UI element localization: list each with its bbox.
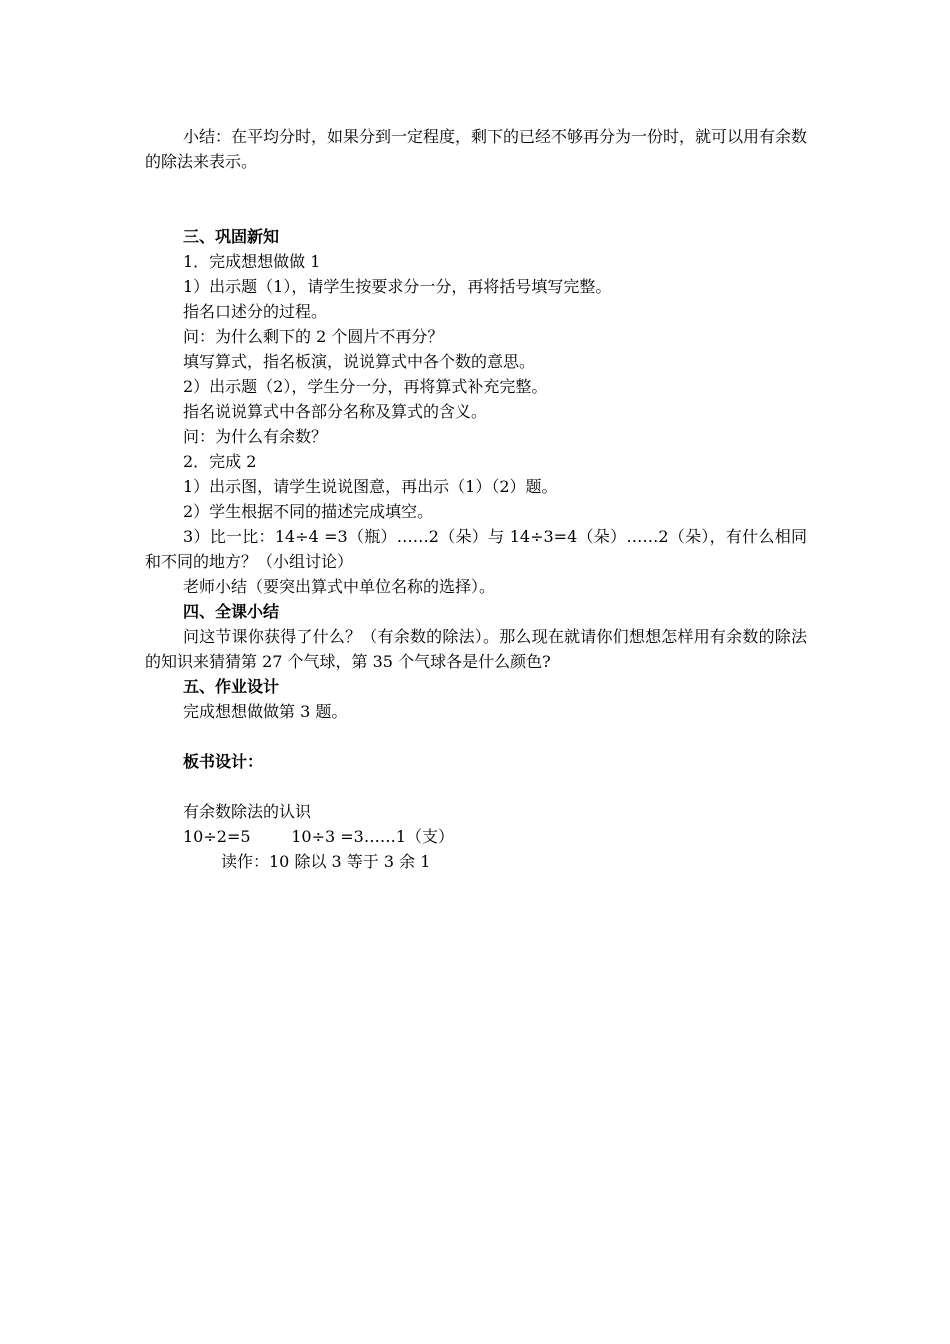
spacer xyxy=(145,724,807,749)
document-body xyxy=(145,124,807,874)
board-reading: 读作：10 除以 3 等于 3 余 1 xyxy=(221,852,431,871)
board-design-heading: 板书设计： xyxy=(183,752,264,771)
paragraph: 老师小结（要突出算式中单位名称的选择）。 xyxy=(183,577,496,596)
paragraph: 指名说说算式中各部分名称及算式的含义。 xyxy=(183,402,488,421)
spacer xyxy=(145,774,807,799)
paragraph: 2）学生根据不同的描述完成填空。 xyxy=(183,502,434,521)
section-heading-homework: 五、作业设计 xyxy=(183,677,280,696)
paragraph: 填写算式，指名板演，说说算式中各个数的意思。 xyxy=(183,352,536,371)
paragraph: 完成想想做做第 3 题。 xyxy=(183,702,348,721)
paragraph: 3）比一比：14÷4 =3（瓶）……2（朵）与 14÷3=4（朵）……2（朵），有什么相同和不同的地方？（小组讨论） xyxy=(145,527,807,571)
paragraph: 2．完成 2 xyxy=(183,452,257,471)
spacer xyxy=(145,199,807,224)
board-title: 有余数除法的认识 xyxy=(183,802,312,821)
section-heading-consolidate: 三、巩固新知 xyxy=(183,227,280,246)
section-heading-summary: 四、全课小结 xyxy=(183,602,280,621)
paragraph: 1）出示题（1），请学生按要求分一分，再将括号填写完整。 xyxy=(183,277,612,296)
spacer xyxy=(145,174,807,199)
paragraph: 2）出示题（2），学生分一分，再将算式补充完整。 xyxy=(183,377,548,396)
board-equation: 10÷2=5 10÷3 =3……1（支） xyxy=(183,827,455,846)
paragraph: 1）出示图，请学生说说图意，再出示（1）（2）题。 xyxy=(183,477,558,496)
paragraph: 问这节课你获得了什么？（有余数的除法）。那么现在就请你们想想怎样用有余数的除法的知识来猜猜第 27 个气球，第 35 个气球各是什么颜色? xyxy=(145,627,807,671)
summary-paragraph: 小结：在平均分时，如果分到一定程度，剩下的已经不够再分为一份时，就可以用有余数的除法来表示。 xyxy=(145,127,808,171)
paragraph: 1．完成想想做做 1 xyxy=(183,252,321,271)
paragraph: 问：为什么有余数？ xyxy=(183,427,328,446)
paragraph: 问：为什么剩下的 2 个圆片不再分？ xyxy=(183,327,444,346)
paragraph: 指名口述分的过程。 xyxy=(183,302,328,321)
